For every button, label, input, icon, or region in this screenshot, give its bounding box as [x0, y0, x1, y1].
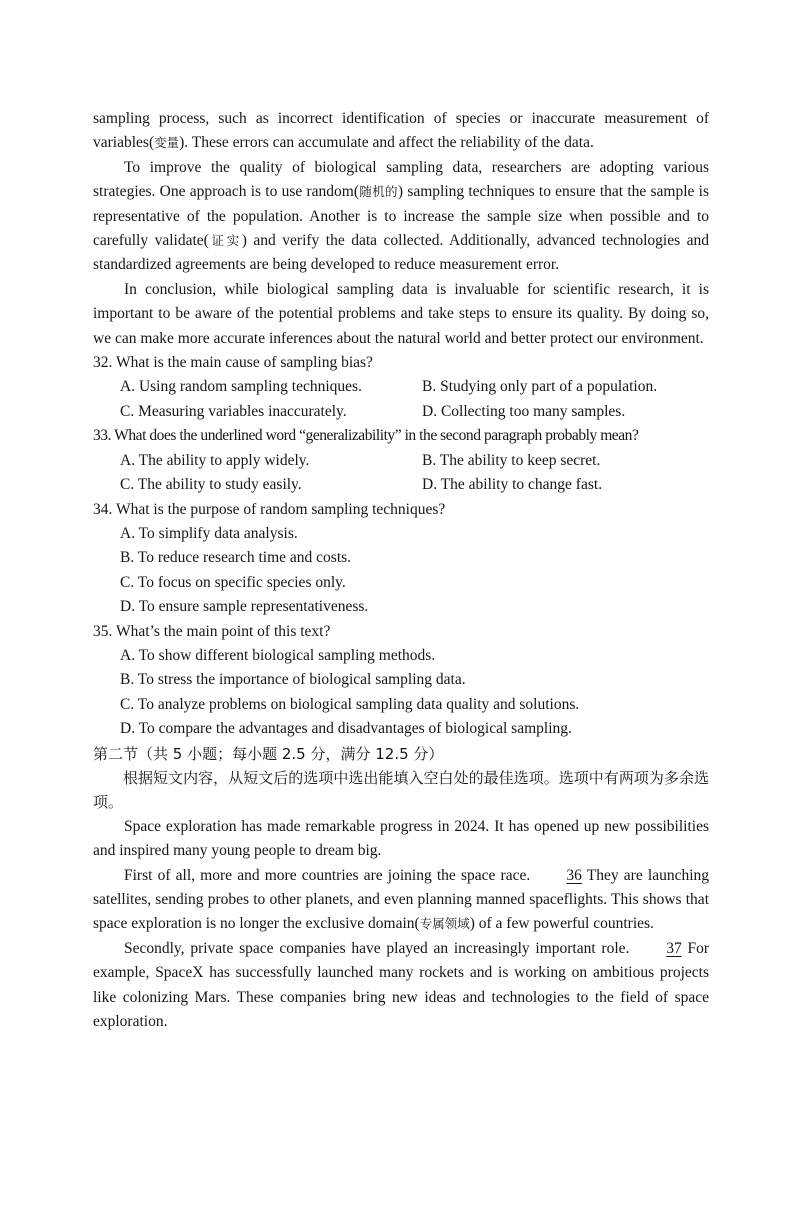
- question-33: [93, 424, 709, 497]
- option-a: A. The ability to apply widely.: [120, 451, 310, 469]
- passage2-paragraph-2: First of all, more and more countries are joining the space race. 36 They are launching satellites, sending probes to other planets, and even planning manned spaceflights. This shows that space exploration is no longer the exclusive domain(专属领域) of a few powerful countries.: [93, 864, 709, 937]
- option-d: D. The ability to change fast.: [422, 476, 603, 494]
- blank-36[interactable]: 36: [566, 866, 582, 884]
- option-a: A. To show different biological sampling methods.: [120, 646, 436, 664]
- option-c: C. To focus on specific species only.: [120, 573, 346, 591]
- question-stem: 35. What’s the main point of this text?: [93, 622, 331, 640]
- section-instruction: 根据短文内容，从短文后的选项中选出能填入空白处的最佳选项。选项中有两项为多余选项。: [93, 768, 709, 812]
- question-stem: 32. What is the main cause of sampling bias?: [93, 354, 373, 372]
- option-b: B. The ability to keep secret.: [422, 451, 601, 469]
- passage-paragraph-2: To improve the quality of biological sampling data, researchers are adopting various strategies. One approach is to use random(随机的) sampling techniques to ensure that the sample is representative of the population. Another is to increase the sample size when possible and to carefully validate(证实) and verify the data collected. Additionally, advanced technologies and standardized agreements are being developed to reduce measurement error.: [93, 158, 709, 274]
- question-stem: 33. What does the underlined word “generalizability” in the second paragraph probably mean?: [93, 427, 639, 445]
- gloss-exclusive-domain: 专属领域: [419, 916, 470, 932]
- option-a: A. To simplify data analysis.: [120, 524, 298, 542]
- passage2-paragraph-3: Secondly, private space companies have played an increasingly important role. 37 For example, SpaceX has successfully launched many rockets and is working on ambitious projects like colonizing Mars. These companies bring new ideas and technologies to the field of space exploration.: [93, 937, 709, 1035]
- gloss-validate: 证实: [208, 233, 242, 249]
- gloss-variables: 变量: [154, 135, 180, 151]
- option-b: B. Studying only part of a population.: [422, 378, 658, 396]
- option-d: D. Collecting too many samples.: [422, 402, 626, 420]
- option-b: B. To stress the importance of biological sampling data.: [120, 671, 466, 689]
- option-b: B. To reduce research time and costs.: [120, 549, 352, 567]
- option-a: A. Using random sampling techniques.: [120, 378, 362, 396]
- passage-paragraph-1: sampling process, such as incorrect identification of species or inaccurate measurement of variables(变量). These errors can accumulate and affect the reliability of the data.: [93, 110, 709, 152]
- passage2-paragraph-1: Space exploration has made remarkable progress in 2024. It has opened up new possibilities and inspired many young people to dream big.: [93, 817, 709, 860]
- option-d: D. To compare the advantages and disadvantages of biological sampling.: [120, 720, 572, 738]
- gloss-random: 随机的: [358, 184, 398, 200]
- option-c: C. The ability to study easily.: [120, 476, 302, 494]
- option-c: C. Measuring variables inaccurately.: [120, 402, 347, 420]
- section-heading: 第二节（共 5 小题；每小题 2.5 分，满分 12.5 分）: [93, 744, 444, 763]
- question-32: [93, 351, 709, 424]
- blank-37[interactable]: 37: [666, 939, 682, 957]
- page-content: [93, 107, 709, 1034]
- question-35: [93, 620, 709, 742]
- question-34: [93, 498, 709, 620]
- option-c: C. To analyze problems on biological sampling data quality and solutions.: [120, 695, 580, 713]
- question-stem: 34. What is the purpose of random sampling techniques?: [93, 500, 446, 518]
- passage-paragraph-3: In conclusion, while biological sampling data is invaluable for scientific research, it is important to be aware of the potential problems and take steps to ensure its quality. By doing so, we can make more accurate inferences about the natural world and better protect our environment.: [93, 280, 709, 347]
- option-d: D. To ensure sample representativeness.: [120, 598, 369, 616]
